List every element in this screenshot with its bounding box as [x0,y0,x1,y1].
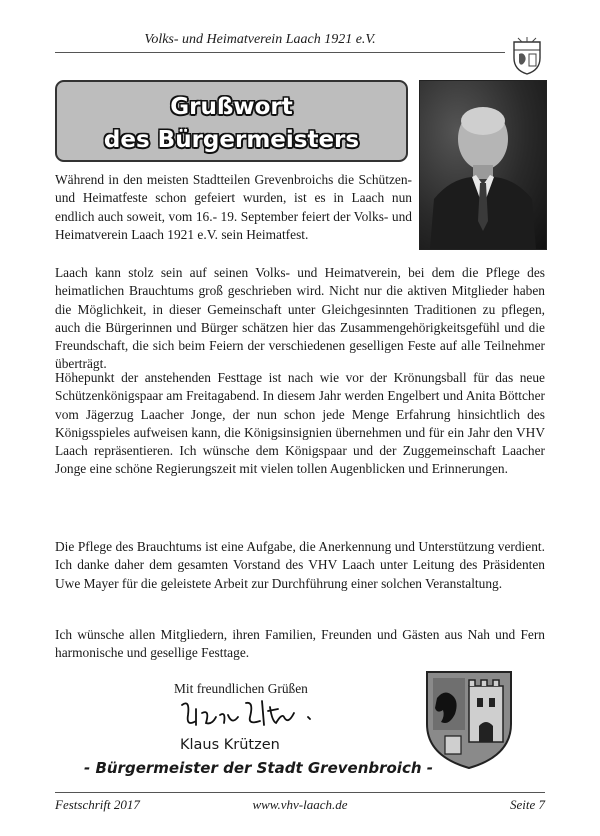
paragraph-2: Laach kann stolz sein auf seinen Volks- und Heimatverein, bei dem die Pflege des heimatlichen Brauchtums groß geschrieben wird. Nicht nur die aktiven Mitglieder haben die Möglichkeit, in dieser Gemeinschaft unter Gleichgesinnten Traditionen zu pflegen, auch die Bürgerinnen und Bürger schätzen hier das Zusammengehörigkeitsgefühl und die Freundschaft, die sich beim Feiern der verschiedenen geselligen Feste auf alle Teilnehmer überträgt. [55,265,545,372]
paragraph-1: Während in den meisten Stadtteilen Grevenbroichs die Schützen- und Heimatfeste schon gefeiert wurden, ist es in Laach nun endlich auch soweit, vom 16.- 19. September feiert der Volks- und Heimatverein Laach 1921 e.V. sein Heimatfest. [55,172,412,242]
paragraph-5: Ich wünsche allen Mitgliedern, ihren Familien, Freunden und Gästen aus Nah und Fern harmonische und gesellige Festtage. [55,627,545,661]
mayor-portrait [419,80,547,250]
footer-publication: Festschrift 2017 [55,797,140,812]
paragraph-4: Die Pflege des Brauchtums ist eine Aufgabe, die Anerkennung und Unterstützung verdient. Ich danke daher dem gesamten Vorstand des VHV Laach unter Leitung des Präsidenten Uwe Mayer für die geleistete Arbeit zur Durchführung einer solchen Veranstaltung. [55,539,545,591]
signer-role: - Bürgermeister der Stadt Grevenbroich - [84,759,433,777]
title-line-1: Grußwort [170,94,293,120]
header-title: Volks- und Heimatverein Laach 1921 e.V. [144,32,376,47]
handwritten-signature [176,695,336,735]
title-line-2: des Bürgermeisters [103,127,360,153]
closing-greeting: Mit freundlichen Grüßen [174,681,308,696]
city-coat-of-arms-icon [425,670,513,770]
title-box [55,80,408,162]
header-divider [55,52,505,53]
paragraph-3: Höhepunkt der anstehenden Festtage ist nach wie vor der Krönungsball für das neue Schützenkönigspaar am Freitagabend. In diesem Jahr werden Engelbert und Anita Böttcher vom Jägerzug Laacher Jonge, der nun schon jede Menge Erfahrung hinsichtlich des Königsspieles aufweisen kann, die Königsinsignien übernehmen und für ein Jahr den VHV Laach repräsentieren. Ich wünsche dem Königspaar und der Zuggemeinschaft Laacher Jonge eine schöne Regierungszeit mit vielen tollen Augenblicken und Erinnerungen. [55,370,545,477]
signer-name: Klaus Krützen [180,737,280,753]
footer-divider [55,792,545,793]
footer-page-number: Seite 7 [509,797,545,812]
footer-website-link[interactable]: www.vhv-laach.de [252,797,348,812]
coat-of-arms-icon [510,36,544,76]
